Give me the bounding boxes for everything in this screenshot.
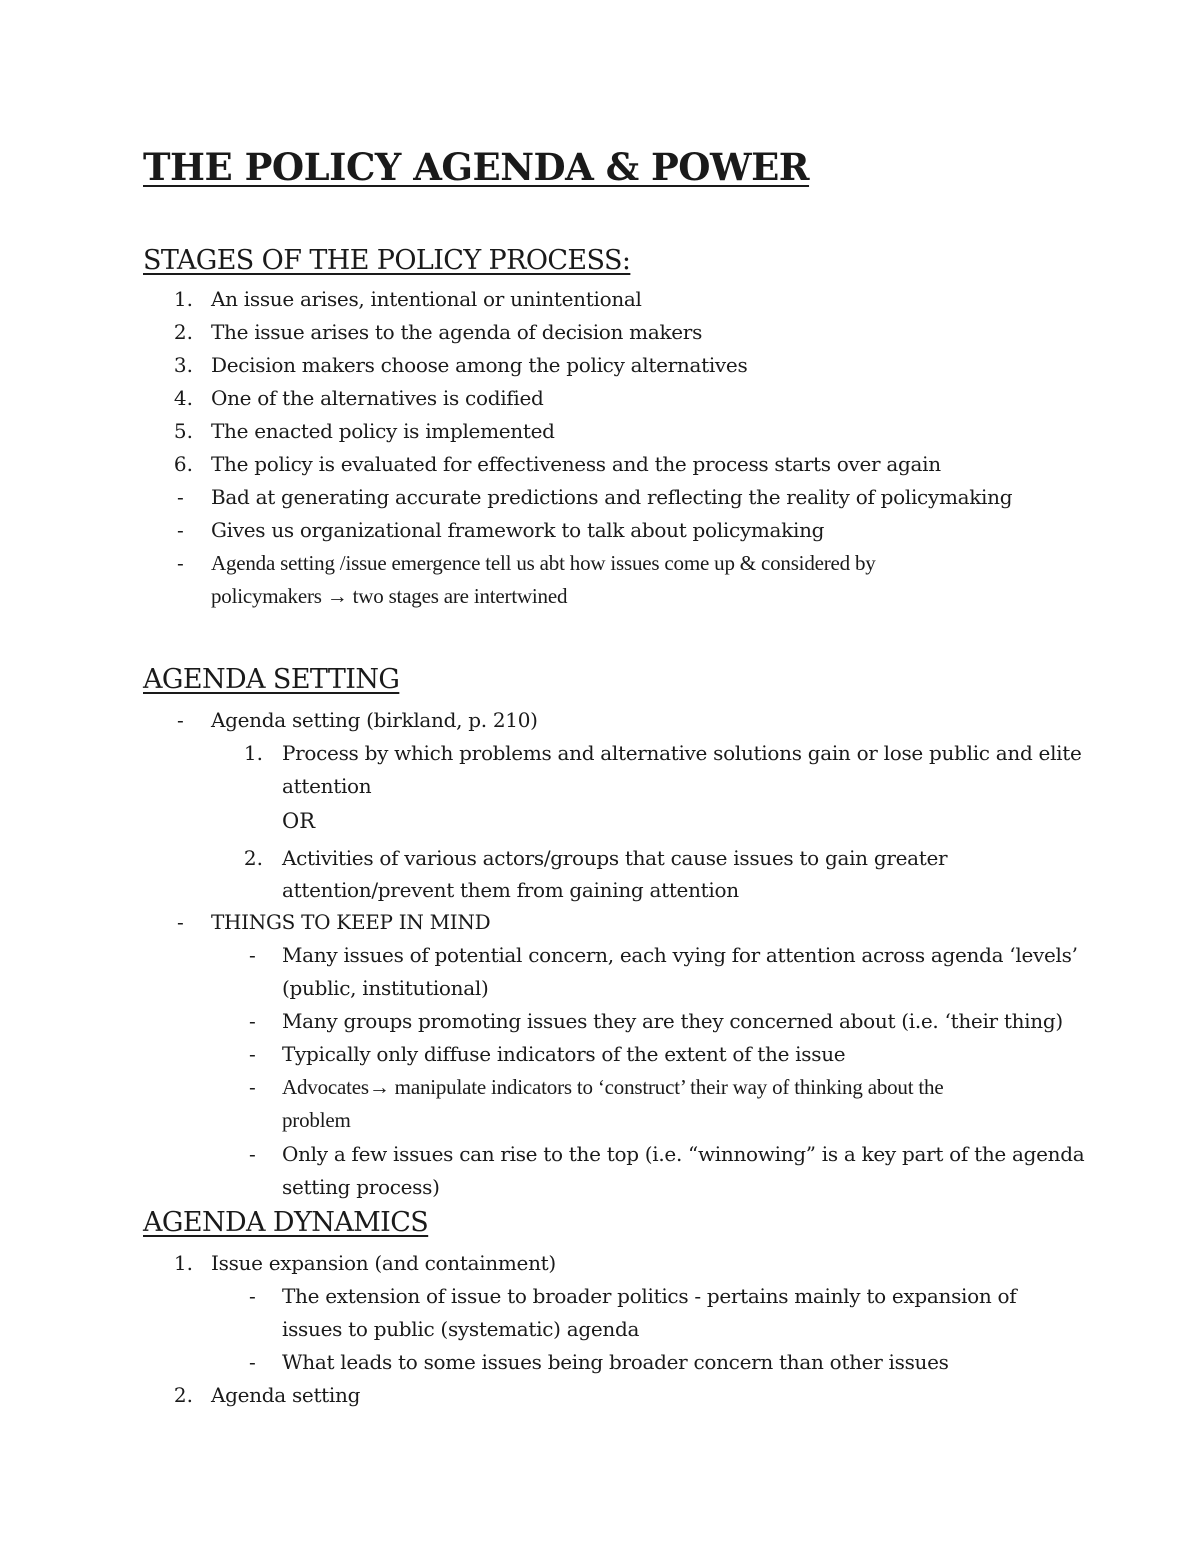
list-item-continuation: problem xyxy=(282,1108,351,1132)
agenda-setting-heading: AGENDA SETTING xyxy=(143,664,400,695)
list-item: THINGS TO KEEP IN MIND xyxy=(211,910,491,934)
list-number: 1. xyxy=(173,287,193,311)
dash-bullet: - xyxy=(249,1350,256,1374)
list-item: The issue arises to the agenda of decision makers xyxy=(211,320,703,344)
list-item: Bad at generating accurate predictions and reflecting the reality of policymaking xyxy=(211,485,1013,509)
dash-bullet: - xyxy=(249,1075,256,1099)
dash-bullet: - xyxy=(249,1042,256,1066)
dash-bullet: - xyxy=(177,551,184,575)
list-item: Many issues of potential concern, each vying for attention across agenda ‘levels’ xyxy=(282,943,1078,967)
dash-bullet: - xyxy=(249,943,256,967)
list-item: Typically only diffuse indicators of the extent of the issue xyxy=(282,1042,846,1066)
list-number: 2. xyxy=(243,846,263,870)
dash-bullet: - xyxy=(177,485,184,509)
list-item: What leads to some issues being broader concern than other issues xyxy=(282,1350,949,1374)
list-item: The extension of issue to broader politics - pertains mainly to expansion of xyxy=(282,1284,1017,1308)
list-item: Agenda setting xyxy=(211,1383,361,1407)
list-item-continuation: policymakers → two stages are intertwined xyxy=(211,584,568,608)
list-number: 6. xyxy=(173,452,193,476)
dash-bullet: - xyxy=(177,910,184,934)
list-number: 1. xyxy=(243,741,263,765)
list-item-continuation: issues to public (systematic) agenda xyxy=(282,1317,640,1341)
list-item-continuation: (public, institutional) xyxy=(282,976,489,1000)
dash-bullet: - xyxy=(177,708,184,732)
list-item: Agenda setting (birkland, p. 210) xyxy=(211,708,538,732)
list-item: An issue arises, intentional or unintentional xyxy=(211,287,642,311)
stages-heading: STAGES OF THE POLICY PROCESS: xyxy=(143,245,631,276)
list-number: 2. xyxy=(173,320,193,344)
list-item-continuation: attention xyxy=(282,774,372,798)
list-item: Activities of various actors/groups that cause issues to gain greater xyxy=(282,846,948,870)
list-number: 1. xyxy=(173,1251,193,1275)
list-item: One of the alternatives is codified xyxy=(211,386,544,410)
list-item: Gives us organizational framework to talk about policymaking xyxy=(211,518,825,542)
list-item: Decision makers choose among the policy alternatives xyxy=(211,353,748,377)
list-item: Only a few issues can rise to the top (i.e. “winnowing” is a key part of the agenda xyxy=(282,1142,1085,1166)
list-number: 2. xyxy=(173,1383,193,1407)
list-item-continuation: attention/prevent them from gaining attention xyxy=(282,878,739,902)
list-item: The enacted policy is implemented xyxy=(211,419,555,443)
agenda-dynamics-heading: AGENDA DYNAMICS xyxy=(143,1207,429,1238)
list-item: Agenda setting /issue emergence tell us abt how issues come up & considered by xyxy=(211,551,876,575)
or-separator: OR xyxy=(282,809,316,833)
list-number: 5. xyxy=(173,419,193,443)
list-item: Issue expansion (and containment) xyxy=(211,1251,556,1275)
dash-bullet: - xyxy=(249,1142,256,1166)
list-item: The policy is evaluated for effectiveness and the process starts over again xyxy=(211,452,941,476)
dash-bullet: - xyxy=(249,1009,256,1033)
list-number: 3. xyxy=(173,353,193,377)
list-item-continuation: setting process) xyxy=(282,1175,440,1199)
document-title: THE POLICY AGENDA & POWER xyxy=(143,145,810,189)
dash-bullet: - xyxy=(249,1284,256,1308)
list-item: Many groups promoting issues they are they concerned about (i.e. ‘their thing) xyxy=(282,1009,1063,1033)
dash-bullet: - xyxy=(177,518,184,542)
list-number: 4. xyxy=(173,386,193,410)
list-item: Advocates→ manipulate indicators to ‘construct’ their way of thinking about the xyxy=(282,1075,944,1099)
list-item: Process by which problems and alternative solutions gain or lose public and elite xyxy=(282,741,1082,765)
